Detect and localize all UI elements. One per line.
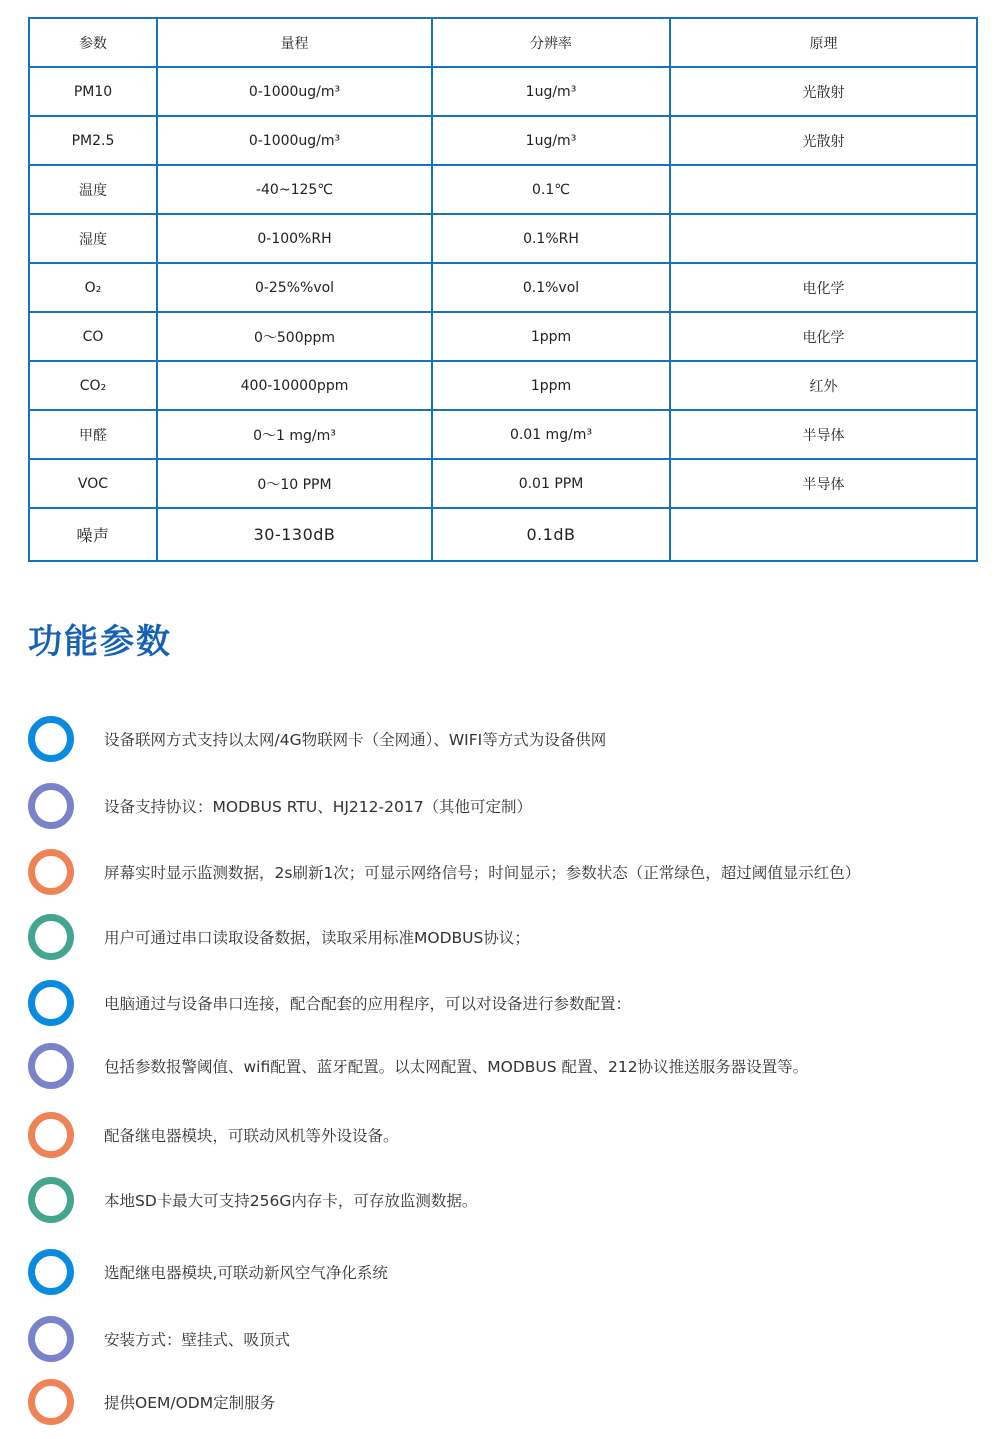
table-row — [29, 165, 977, 214]
cell-param: CO₂ — [29, 361, 157, 410]
cell-principle: 电化学 — [670, 312, 977, 361]
cell-principle: 电化学 — [670, 263, 977, 312]
ring-bullet-icon — [28, 980, 74, 1026]
header-resolution: 分辨率 — [432, 18, 670, 67]
ring-bullet-icon — [28, 1316, 74, 1362]
feature-text: 电脑通过与设备串口连接，配合配套的应用程序，可以对设备进行参数配置： — [104, 995, 632, 1013]
feature-text: 包括参数报警阈值、wifi配置、蓝牙配置。以太网配置、MODBUS 配置、212协议推送服务器设置等。 — [104, 1058, 809, 1076]
feature-text: 配备继电器模块，可联动风机等外设设备。 — [104, 1127, 399, 1145]
ring-bullet-icon — [28, 783, 74, 829]
feature-text: 本地SD卡最大可支持256G内存卡，可存放监测数据。 — [104, 1192, 478, 1210]
header-principle: 原理 — [670, 18, 977, 67]
cell-range: 30-130dB — [157, 508, 432, 561]
section-title: 功能参数 — [28, 622, 172, 662]
table-row — [29, 214, 977, 263]
cell-param: 甲醛 — [29, 410, 157, 459]
cell-param: 噪声 — [29, 508, 157, 561]
cell-resolution: 1ppm — [432, 312, 670, 361]
cell-range: 0-25%%vol — [157, 263, 432, 312]
cell-resolution: 0.01 PPM — [432, 459, 670, 508]
cell-principle: 红外 — [670, 361, 977, 410]
cell-range: 0～500ppm — [157, 312, 432, 361]
cell-range: 0～1 mg/m³ — [157, 410, 432, 459]
feature-text: 安装方式：壁挂式、吸顶式 — [104, 1331, 291, 1349]
ring-bullet-icon — [28, 1112, 74, 1158]
cell-principle: 半导体 — [670, 459, 977, 508]
ring-bullet-icon — [28, 1177, 74, 1223]
feature-item — [28, 849, 968, 895]
cell-principle — [670, 214, 977, 263]
cell-range: 400-10000ppm — [157, 361, 432, 410]
cell-param: PM10 — [29, 67, 157, 116]
cell-resolution: 1ppm — [432, 361, 670, 410]
ring-bullet-icon — [28, 1379, 74, 1425]
feature-text: 设备联网方式支持以太网/4G物联网卡（全网通）、WIFI等方式为设备供网 — [104, 731, 607, 749]
cell-principle: 光散射 — [670, 67, 977, 116]
cell-resolution: 0.1dB — [432, 508, 670, 561]
cell-param: O₂ — [29, 263, 157, 312]
table-row — [29, 459, 977, 508]
table-row — [29, 361, 977, 410]
cell-param: PM2.5 — [29, 116, 157, 165]
table-header-row — [29, 18, 977, 67]
ring-bullet-icon — [28, 1249, 74, 1295]
cell-range: 0-1000ug/m³ — [157, 67, 432, 116]
table-row — [29, 116, 977, 165]
table-row — [29, 67, 977, 116]
cell-principle — [670, 508, 977, 561]
feature-text: 屏幕实时显示监测数据，2s刷新1次；可显示网络信号；时间显示；参数状态（正常绿色，超过阈值显示红色） — [104, 864, 861, 882]
feature-item — [28, 1043, 968, 1089]
table-row — [29, 508, 977, 561]
cell-principle: 半导体 — [670, 410, 977, 459]
feature-item — [28, 980, 968, 1026]
ring-bullet-icon — [28, 716, 74, 762]
table-row — [29, 410, 977, 459]
cell-param: CO — [29, 312, 157, 361]
table-row — [29, 312, 977, 361]
cell-resolution: 0.1%vol — [432, 263, 670, 312]
ring-bullet-icon — [28, 914, 74, 960]
ring-bullet-icon — [28, 1043, 74, 1089]
cell-range: 0-100%RH — [157, 214, 432, 263]
cell-param: VOC — [29, 459, 157, 508]
cell-resolution: 0.1%RH — [432, 214, 670, 263]
cell-resolution: 0.1℃ — [432, 165, 670, 214]
feature-text: 提供OEM/ODM定制服务 — [104, 1394, 276, 1412]
feature-item — [28, 1316, 968, 1362]
feature-text: 用户可通过串口读取设备数据，读取采用标准MODBUS协议； — [104, 929, 530, 947]
header-param: 参数 — [29, 18, 157, 67]
cell-resolution: 0.01 mg/m³ — [432, 410, 670, 459]
cell-resolution: 1ug/m³ — [432, 116, 670, 165]
header-range: 量程 — [157, 18, 432, 67]
feature-item — [28, 1177, 968, 1223]
table-row — [29, 263, 977, 312]
feature-text: 选配继电器模块,可联动新风空气净化系统 — [104, 1264, 388, 1282]
spec-table — [28, 17, 978, 562]
cell-range: 0-1000ug/m³ — [157, 116, 432, 165]
feature-item — [28, 914, 968, 960]
feature-item — [28, 1112, 968, 1158]
cell-param: 温度 — [29, 165, 157, 214]
cell-range: -40~125℃ — [157, 165, 432, 214]
cell-resolution: 1ug/m³ — [432, 67, 670, 116]
cell-principle — [670, 165, 977, 214]
feature-item — [28, 1249, 968, 1295]
cell-param: 湿度 — [29, 214, 157, 263]
cell-principle: 光散射 — [670, 116, 977, 165]
feature-item — [28, 1379, 968, 1425]
feature-item — [28, 783, 968, 829]
feature-text: 设备支持协议：MODBUS RTU、HJ212-2017（其他可定制） — [104, 798, 533, 816]
ring-bullet-icon — [28, 849, 74, 895]
feature-item — [28, 716, 968, 762]
cell-range: 0～10 PPM — [157, 459, 432, 508]
